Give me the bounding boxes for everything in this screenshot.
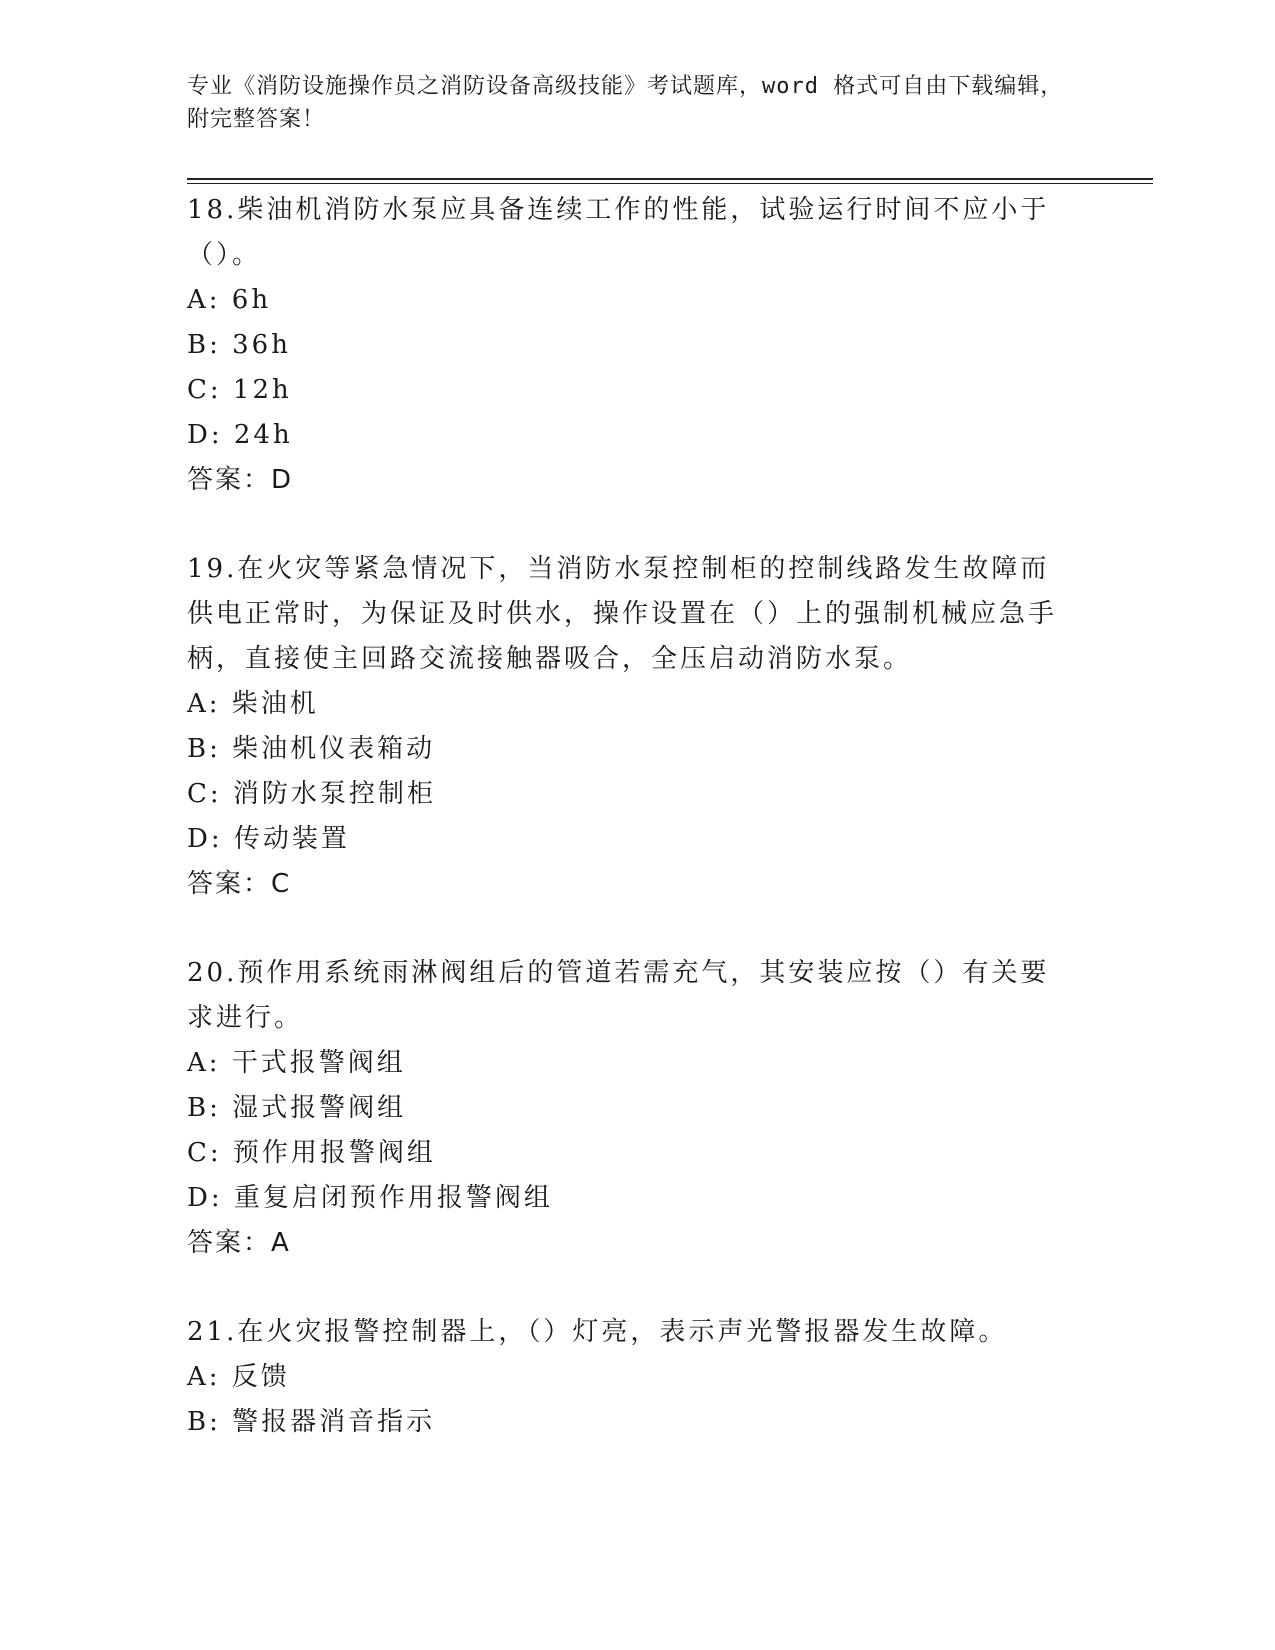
- answer-line: 答案：A: [187, 1228, 291, 1258]
- option-a: A: 柴油机: [187, 689, 319, 719]
- question-list: [187, 188, 1077, 1489]
- option-c: C: 12h: [187, 375, 292, 405]
- header-divider-thick: [187, 178, 1153, 180]
- question-stem: 21.在火灾报警控制器上，（）灯亮，表示声光警报器发生故障。: [187, 1317, 1008, 1347]
- question-stem: 19.在火灾等紧急情况下，当消防水泵控制柜的控制线路发生故障而供电正常时，为保证及时供水，操作设置在（）上的强制机械应急手柄，直接使主回路交流接触器吸合，全压启动消防水泵。: [187, 554, 1058, 674]
- option-b: B: 36h: [187, 330, 291, 360]
- answer-line: 答案：C: [187, 869, 292, 899]
- question-stem: 18.柴油机消防水泵应具备连续工作的性能，试验运行时间不应小于（）。: [187, 195, 1050, 270]
- option-b: B: 湿式报警阀组: [187, 1093, 407, 1123]
- option-a: A: 反馈: [187, 1362, 290, 1392]
- question-18: [187, 188, 1077, 503]
- option-d: D: 24h: [187, 420, 293, 450]
- answer-line: 答案：D: [187, 465, 294, 495]
- option-c: C: 预作用报警阀组: [187, 1138, 436, 1168]
- option-d: D: 重复启闭预作用报警阀组: [187, 1183, 553, 1213]
- question-21: [187, 1310, 1077, 1445]
- option-b: B: 柴油机仪表箱动: [187, 734, 436, 764]
- question-20: [187, 951, 1077, 1266]
- question-19: [187, 547, 1077, 907]
- option-c: C: 消防水泵控制柜: [187, 779, 436, 809]
- header-divider-thin: [187, 183, 1153, 184]
- option-d: D: 传动装置: [187, 824, 350, 854]
- option-a: A: 6h: [187, 285, 272, 315]
- document-header: 专业《消防设施操作员之消防设备高级技能》考试题库，word 格式可自由下载编辑，附完整答案！: [187, 74, 1064, 132]
- option-b: B: 警报器消音指示: [187, 1407, 436, 1437]
- question-stem: 20.预作用系统雨淋阀组后的管道若需充气，其安装应按（）有关要求进行。: [187, 958, 1050, 1033]
- option-a: A: 干式报警阀组: [187, 1048, 406, 1078]
